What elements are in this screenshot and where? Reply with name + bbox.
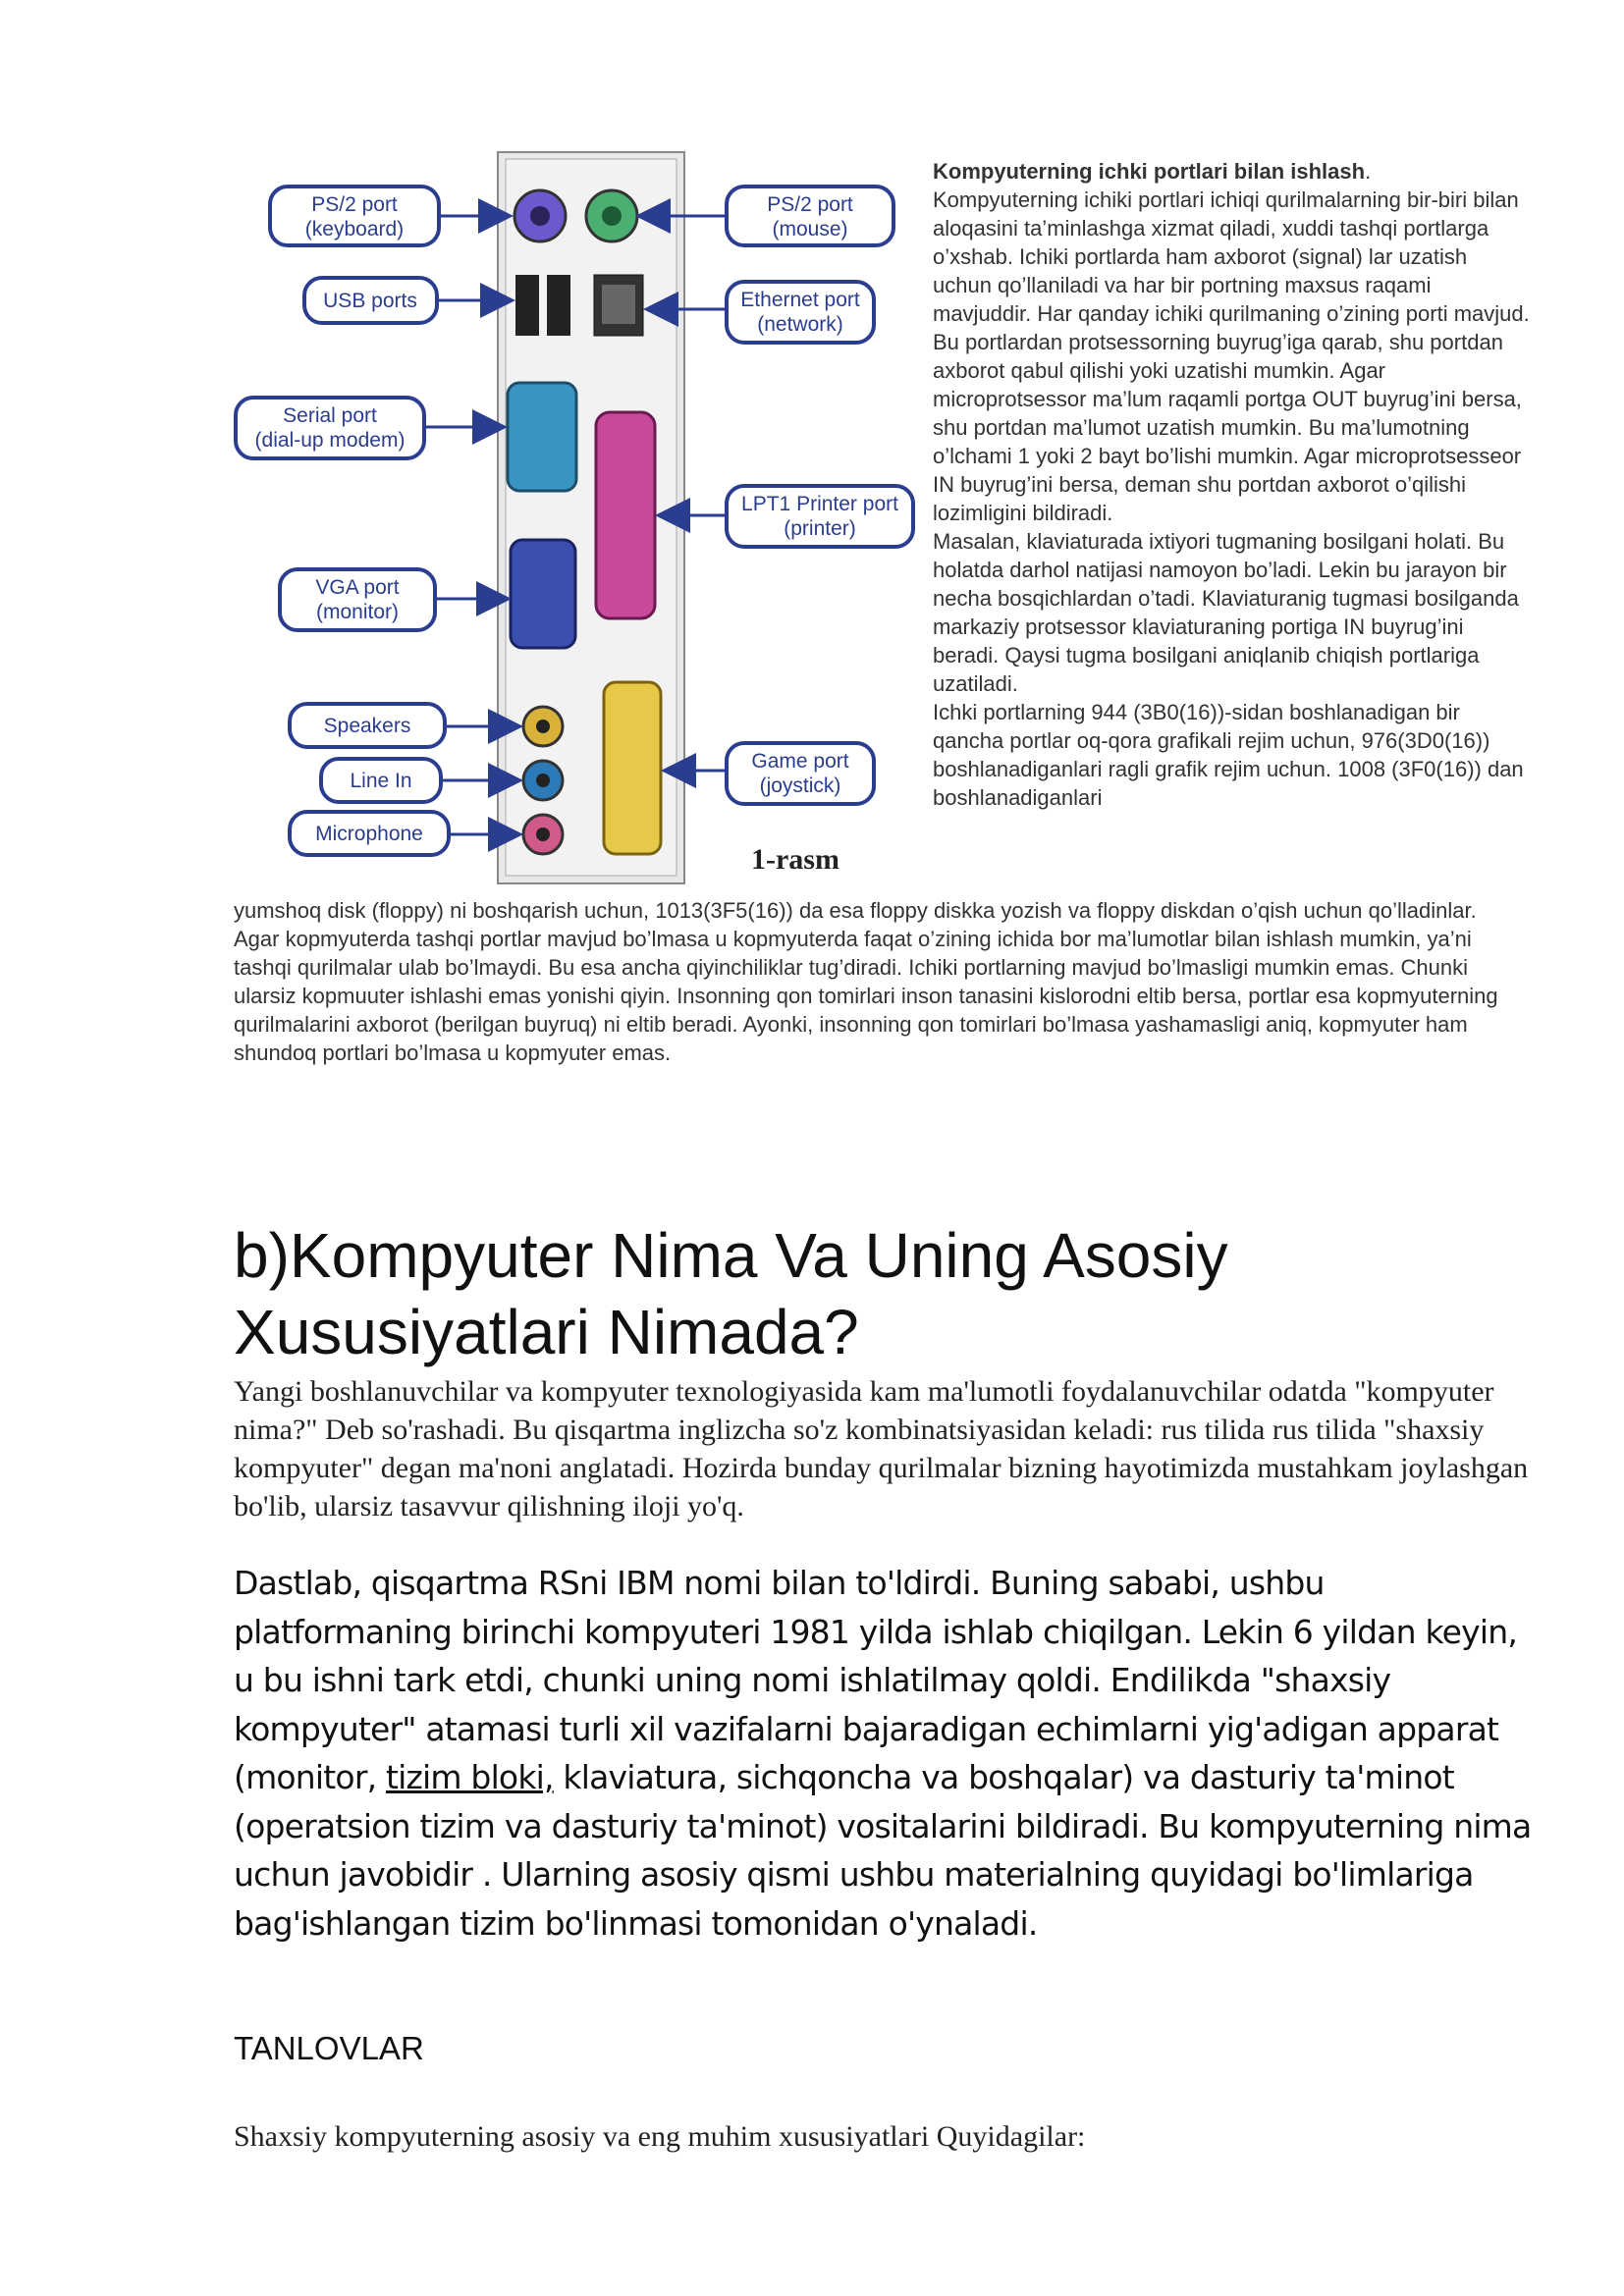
usb-port-1 [515, 275, 539, 336]
side-paragraph-1: Kompyuterning ichiki portlari ichiqi qurilmalarning bir-biri bilan aloqasini ta’minlashga xizmat qiladi, xuddi tashqi portlarga o’xshab. Ichiki portlarda ham axborot (signal) lar uzatish uchun qo’llaniladi va har bir portning maxsus raqami mavjuddir. Har qanday ichiki qurilmaning o’zining porti mavjud. Bu portlardan protsessorning buyrug’iga qarab, shu portdan axborot qabul qilishi yoki uzatishi mumkin. Agar microprotsessor ma’lum raqamli portga OUT buyrug’ini bersa, shu portdan ma’lumot uzatish mumkin. Bu ma’lumotning o’lchami 1 yoki 2 bayt bo’lishi mumkin. Agar microprotsesseor IN buyrug’ini bersa, deman shu portdan axborot o’qilishi lozimligini bildiradi. [933, 187, 1530, 525]
svg-text:VGA port: VGA port [315, 576, 400, 599]
label-game-port [667, 743, 874, 804]
vga-port [511, 540, 575, 648]
wide-paragraph-1: yumshoq disk (floppy) ni boshqarish uchun, 1013(3F5(16)) da esa floppy diskka yozish va floppy diskdan o’qish uchun qo’lladinlar. [234, 898, 1477, 923]
label-microphone [290, 812, 517, 855]
svg-text:Ethernet port: Ethernet port [740, 289, 860, 311]
svg-text:Speakers: Speakers [323, 715, 411, 737]
svg-text:(keyboard): (keyboard) [304, 218, 405, 240]
section-heading: b)Kompyuter Nima Va Uning Asosiy Xususiyatlari Nimada? [234, 1220, 1228, 1367]
closing-sentence: Shaxsiy kompyuterning asosiy va eng muhim xususiyatlari Quyidagilar: [234, 2120, 1086, 2153]
ports-figure [231, 147, 918, 888]
svg-text:Serial port: Serial port [283, 404, 377, 427]
game-port [604, 682, 661, 854]
svg-text:LPT1 Printer port: LPT1 Printer port [741, 493, 898, 515]
figure-caption: 1-rasm [751, 843, 839, 876]
side-paragraph-3: Ichki portlarning 944 (3B0(16))-sidan boshlanadigan bir qancha portlar oq-qora grafikali rejim uchun, 976(3D0(16)) boshlanadiganlari ragli grafik rejim uchun. 1008 (3F0(16)) dan boshlanadiganlari [933, 700, 1524, 810]
label-ps2-keyboard [270, 187, 508, 245]
svg-text:Line In: Line In [350, 770, 412, 792]
svg-text:Game port: Game port [751, 750, 849, 773]
svg-text:(monitor): (monitor) [315, 601, 400, 623]
wide-paragraph-2: Agar kopmyuterda tashqi portlar mavjud bo’lmasa u kopmyuterda faqat o’zining ichida bor ma’lumotlar bilan ishlash mumkin, ya’ni tashqi qurilmalar ulab bo’lmaydi. Bu esa ancha qiyinchiliklar tug’diradi. Ichiki portlarning mavjud bo’lmasligi mumkin emas. Chunki ularsiz kopmuuter ishlashi emas yonishi qiyin. Insonning qon tomirlari inson tanasini kislorodni eltib bersa, portlar esa kopmyuterning qurilmalarini axborot (berilgan buyruq) ni eltib beradi. Ayonki, insonning qon tomirlari bo’lmasa yashamasligi aniq, kopmyuter ham shundoq portlari bo’lmasa u kopmyuter emas. [234, 927, 1498, 1065]
side-paragraph-2: Masalan, klaviaturada ixtiyori tugmaning bosilgani holati. Bu holatda darhol natijasi namoyon bo’ladi. Lekin bu jarayon bir necha bosqichlardan o’tadi. Klaviaturanig tugmasi bosilganda markaziy protsessor klaviaturaning portiga IN buyrug’ini beradi. Qaysi tugma bosilgani aniqlanib chiqish portlariga uzatiladi. [933, 529, 1519, 696]
wide-text-block [234, 896, 1510, 1067]
serial-port [508, 383, 576, 491]
label-speakers [290, 704, 517, 747]
computer-ports-diagram [231, 147, 918, 888]
label-lpt1-printer-port [661, 486, 913, 547]
svg-text:(printer): (printer) [784, 517, 856, 540]
side-heading: Kompyuterning ichki portlari bilan ishlash. [933, 159, 1372, 184]
intro-paragraph: Yangi boshlanuvchilar va kompyuter texnologiyasida kam ma'lumotli foydalanuvchilar odatda "kompyuter nima?" Deb so'rashadi. Bu qisqartma inglizcha so'z kombinatsiyasidan keladi: rus tilida rus tilida "shaxsiy kompyuter" degan ma'noni anglatadi. Hozirda bunday qurilmalar bizning hayotimizda mustahkam joylashgan bo'lib, ularsiz tasavvur qilishning iloji yo'q. [234, 1375, 1529, 1522]
svg-text:PS/2 port: PS/2 port [767, 193, 853, 216]
tanlovlar-heading: TANLOVLAR [234, 2030, 424, 2066]
svg-text:(network): (network) [757, 313, 843, 336]
svg-text:(mouse): (mouse) [772, 218, 848, 240]
label-usb-ports [304, 278, 510, 323]
usb-port-2 [547, 275, 570, 336]
svg-text:PS/2 port: PS/2 port [311, 193, 398, 216]
svg-text:(joystick): (joystick) [759, 774, 841, 797]
label-line-in [321, 759, 517, 802]
side-text-column [933, 157, 1532, 812]
svg-text:USB ports: USB ports [323, 290, 417, 312]
tizim-bloki-link[interactable]: tizim bloki, [385, 1758, 554, 1796]
svg-text:(dial-up modem): (dial-up modem) [254, 429, 406, 452]
main-paragraph: Dastlab, qisqartma RSni IBM nomi bilan to'ldirdi. Buning sababi, ushbu platformaning birinchi kompyuteri 1981 yilda ishlab chiqilgan. Lekin 6 yildan keyin, u bu ishni tark etdi, chunki uning nomi ishlatilmay qoldi. Endilikda "shaxsiy kompyuter" atamasi turli xil vazifalarni bajaradigan echimlarni yig'adigan apparat (monitor, tizim bloki, klaviatura, sichqoncha va boshqalar) va dasturiy ta'minot (operatsion tizim va dasturiy ta'minot) vositalarini bildiradi. Bu kompyuterning nima uchun javobidir . Ularning asosiy qismi ushbu materialning quyidagi bo'limlariga bag'ishlangan tizim bo'linmasi tomonidan o'ynaladi. [234, 1564, 1532, 1943]
lpt1-port [596, 412, 655, 618]
label-serial-port [236, 398, 502, 458]
label-vga-port [280, 569, 506, 630]
svg-text:Microphone: Microphone [315, 823, 423, 845]
